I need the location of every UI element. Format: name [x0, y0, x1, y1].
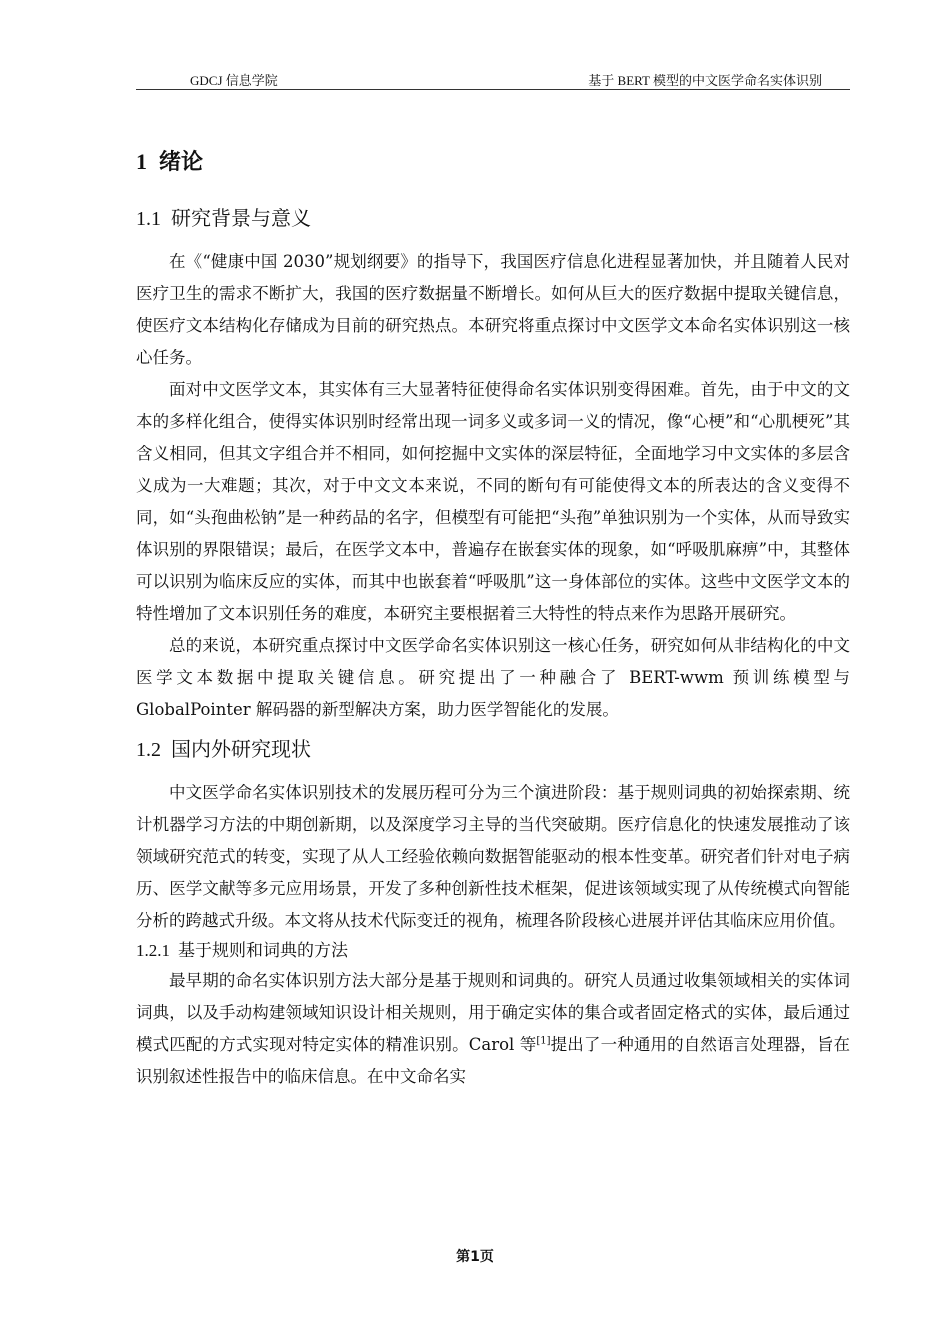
paragraph: 面对中文医学文本，其实体有三大显著特征使得命名实体识别变得困难。首先，由于中文的文本的多样化组合，使得实体识别时经常出现一词多义或多词一义的情况，像“心梗”和“心肌梗死”其含义相同，但其文字组合并不相同，如何挖掘中文实体的深层特征，全面地学习中文实体的多层含义成为一大难题；其次，对于中文文本来说，不同的断句有可能使得文本的所表达的含义变得不同，如“头孢曲松钠”是一种药品的名字，但模型有可能把“头孢”单独识别为一个实体，从而导致实体识别的界限错误；最后，在医学文本中，普遍存在嵌套实体的现象，如“呼吸肌麻痹”中，其整体可以识别为临床反应的实体，而其中也嵌套着“呼吸肌”这一身体部位的实体。这些中文医学文本的特性增加了文本识别任务的难度，本研究主要根据着三大特性的特点来作为思路开展研究。 [136, 380, 850, 623]
page-number: 第1页 [456, 1249, 494, 1265]
subsection-number: 1.2.1 [136, 941, 170, 960]
paragraph [136, 965, 850, 1093]
section-title: 研究背景与意义 [171, 206, 311, 230]
citation-ref[interactable]: [1] [536, 1035, 551, 1047]
paragraph-text: 提出了一种通用的自然语言处理器，旨在识别叙述性报告中的临床信息。在中文命名实 [136, 1035, 850, 1086]
section-heading-1-2 [136, 734, 850, 765]
chapter-title: 绪论 [159, 150, 204, 175]
page-body [136, 140, 850, 1093]
chapter-number: 1 [136, 149, 147, 174]
subsection-title: 基于规则和词典的方法 [178, 941, 348, 961]
section-title: 国内外研究现状 [171, 737, 311, 761]
section-number: 1.1 [136, 208, 161, 230]
paragraph: 中文医学命名实体识别技术的发展历程可分为三个演进阶段：基于规则词典的初始探索期、统计机器学习方法的中期创新期，以及深度学习主导的当代突破期。医疗信息化的快速发展推动了该领域研究范式的转变，实现了从人工经验依赖向数据智能驱动的根本性变革。研究者们针对电子病历、医学文献等多元应用场景，开发了多种创新性技术框架，促进该领域实现了从传统模式向智能分析的跨越式升级。本文将从技术代际变迁的视角，梳理各阶段核心进展并评估其临床应用价值。 [136, 783, 850, 930]
section-number: 1.2 [136, 739, 161, 761]
chapter-heading [136, 140, 850, 185]
paragraph: 总的来说，本研究重点探讨中文医学命名实体识别这一核心任务，研究如何从非结构化的中文医学文本数据中提取关键信息。研究提出了一种融合了 BERT-wwm 预训练模型与 GlobalPointer 解码器的新型解决方案，助力医学智能化的发展。 [136, 636, 850, 719]
header-thesis-title: 基于 BERT 模型的中文医学命名实体识别 [588, 73, 822, 88]
header-institution: GDCJ 信息学院 [190, 73, 278, 88]
paragraph-text: 最早期的命名实体识别方法大部分是基于规则和词典的。研究人员通过收集领域相关的实体词词典，以及手动构建领域知识设计相关规则，用于确定实体的集合或者固定格式的实体，最后通过模式匹配的方式实现对特定实体的精准识别。Carol 等 [136, 971, 850, 1054]
page-header [136, 67, 850, 90]
paragraph: 在《“健康中国 2030”规划纲要》的指导下，我国医疗信息化进程显著加快，并且随着人民对医疗卫生的需求不断扩大，我国的医疗数据量不断增长。如何从巨大的医疗数据中提取关键信息，使医疗文本结构化存储成为目前的研究热点。本研究将重点探讨中文医学文本命名实体识别这一核心任务。 [136, 252, 850, 367]
subsection-heading-1-2-1 [136, 937, 850, 965]
section-heading-1-1 [136, 203, 850, 234]
